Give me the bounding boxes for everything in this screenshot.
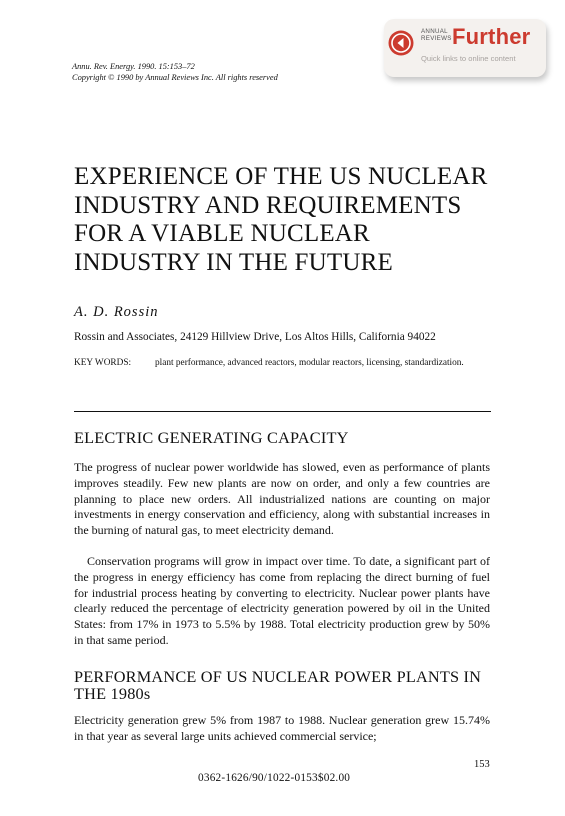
badge-further-text: Further bbox=[452, 24, 531, 49]
badge-reviews-text: REVIEWS bbox=[421, 35, 452, 42]
article-title bbox=[74, 163, 488, 277]
keywords-label: KEY WORDS: bbox=[74, 358, 132, 368]
body-paragraph: Electricity generation grew 5% from 1987 to 1988. Nuclear generation grew 15.74% in that year as several large units achieved commercial service; bbox=[74, 713, 490, 743]
section-heading: PERFORMANCE OF US NUCLEAR POWER PLANTS IN THE 1980s bbox=[74, 667, 482, 703]
copyright-line: Copyright © 1990 by Annual Reviews Inc. All rights reserved bbox=[72, 73, 278, 82]
title-line: INDUSTRY IN THE FUTURE bbox=[74, 248, 393, 276]
journal-citation bbox=[72, 61, 278, 83]
author-name: A. D. Rossin bbox=[74, 304, 159, 320]
body-paragraph: Conservation programs will grow in impact over time. To date, a significant part of the progress in energy efficiency has come from replacing the direct burning of fuel for industrial process heating by converting to electricity. Nuclear power plants have clearly reduced the percentage of electricity generation powered by oil in the United States: from 17% in 1973 to 5.5% by 1988. Total electricity production grew by 50% in that same period. bbox=[74, 554, 490, 647]
title-line: INDUSTRY AND REQUIREMENTS bbox=[74, 191, 462, 219]
badge-tagline[interactable]: Quick links to online content bbox=[421, 54, 516, 63]
badge-annual-text: ANNUAL bbox=[421, 28, 448, 35]
citation-line: Annu. Rev. Energy. 1990. 15:153–72 bbox=[72, 62, 195, 71]
title-line: EXPERIENCE OF THE US NUCLEAR bbox=[74, 163, 488, 190]
keywords-list: plant performance, advanced reactors, modular reactors, licensing, standardization. bbox=[155, 358, 464, 368]
title-line: FOR A VIABLE NUCLEAR bbox=[74, 220, 370, 247]
page-number: 153 bbox=[474, 759, 490, 770]
article-code: 0362-1626/90/1022-0153$02.00 bbox=[198, 772, 351, 784]
section-divider bbox=[74, 411, 491, 412]
section-heading: ELECTRIC GENERATING CAPACITY bbox=[74, 428, 349, 447]
badge-wordmark bbox=[421, 28, 452, 42]
author-affiliation: Rossin and Associates, 24129 Hillview Drive, Los Altos Hills, California 94022 bbox=[74, 331, 436, 343]
body-paragraph: The progress of nuclear power worldwide has slowed, even as performance of plants improves steadily. Few new plants are now on order, and only a few countries are planning to place new orders. All industrialized nations are counting on major investments in energy conservation and efficiency, along with substantial increases in the burning of natural gas, to meet electricity demand. bbox=[74, 460, 490, 538]
annual-reviews-logo-icon bbox=[388, 30, 414, 56]
